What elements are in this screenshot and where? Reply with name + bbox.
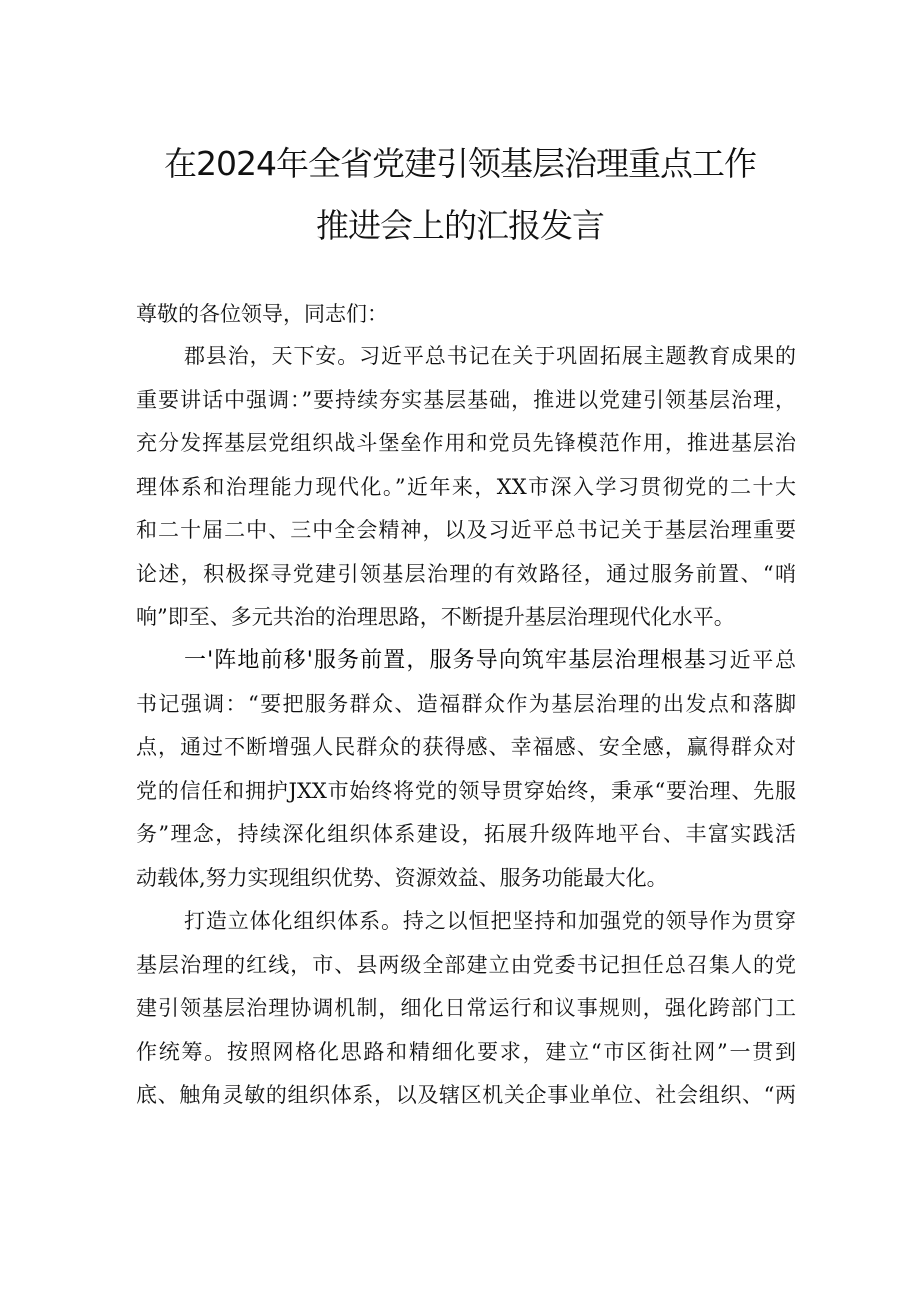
section1-line-1: 书记强调：“要把服务群众、造福群众作为基层治理的出发点和落脚 <box>136 692 796 716</box>
para3-line-3: 建引领基层治理协调机制，细化日常运行和议事规则，强化跨部门工 <box>136 996 796 1020</box>
section1-line-2: 点，通过不断增强人民群众的获得感、幸福感、安全感，赢得群众对 <box>136 735 796 759</box>
salutation: 尊敬的各位领导，同志们： <box>136 302 388 326</box>
document-title-line-2: 推进会上的汇报发言 <box>316 206 604 245</box>
section1-heading-tail: 习近平总 <box>706 648 797 672</box>
para3-line-1: 打造立体化组织体系。持之以恒把坚持和加强党的领导作为贯穿 <box>184 909 796 933</box>
para3-line-2: 基层治理的红线，市、县两级全部建立由党委书记担任总召集人的党 <box>136 953 796 977</box>
para1-line-2: 重要讲话中强调：”要持续夯实基层基础，推进以党建引领基层治理， <box>136 388 796 412</box>
para1-line-1: 郡县治，天下安。习近平总书记在关于巩固拓展主题教育成果的 <box>184 344 796 368</box>
document-title-line-1: 在2024年全省党建引领基层治理重点工作 <box>164 144 756 183</box>
para1-line-3: 充分发挥基层党组织战斗堡垒作用和党员先锋模范作用，推进基层治 <box>136 431 796 455</box>
section1-line-4: 务”理念，持续深化组织体系建设，拓展升级阵地平台、丰富实践活 <box>136 822 796 846</box>
section1-line-5: 动载体,努力实现组织优势、资源效益、服务功能最大化。 <box>136 866 668 890</box>
para1-line-5: 和二十届二中、三中全会精神，以及习近平总书记关于基层治理重要 <box>136 518 796 542</box>
para1-line-4: 理体系和治理能力现代化。”近年来，XX市深入学习贯彻党的二十大 <box>136 475 796 499</box>
section1-line-3: 党的信任和拥护JXX市始终将党的领导贯穿始终，秉承“要治理、先服 <box>136 779 796 803</box>
para3-line-5: 底、触角灵敏的组织体系，以及辖区机关企事业单位、社会组织、“两 <box>136 1083 796 1107</box>
section1-heading: 一'阵地前移'服务前置，服务导向筑牢基层治理根基 <box>184 648 707 673</box>
para1-line-6: 论述，积极探寻党建引领基层治理的有效路径，通过服务前置、“哨 <box>136 562 796 586</box>
para1-line-7: 响”即至、多元共治的治理思路，不断提升基层治理现代化水平。 <box>136 605 735 629</box>
para3-line-4: 作统筹。按照网格化思路和精细化要求，建立“市区街社网”一贯到 <box>136 1040 796 1064</box>
section1-heading-line <box>184 646 796 675</box>
